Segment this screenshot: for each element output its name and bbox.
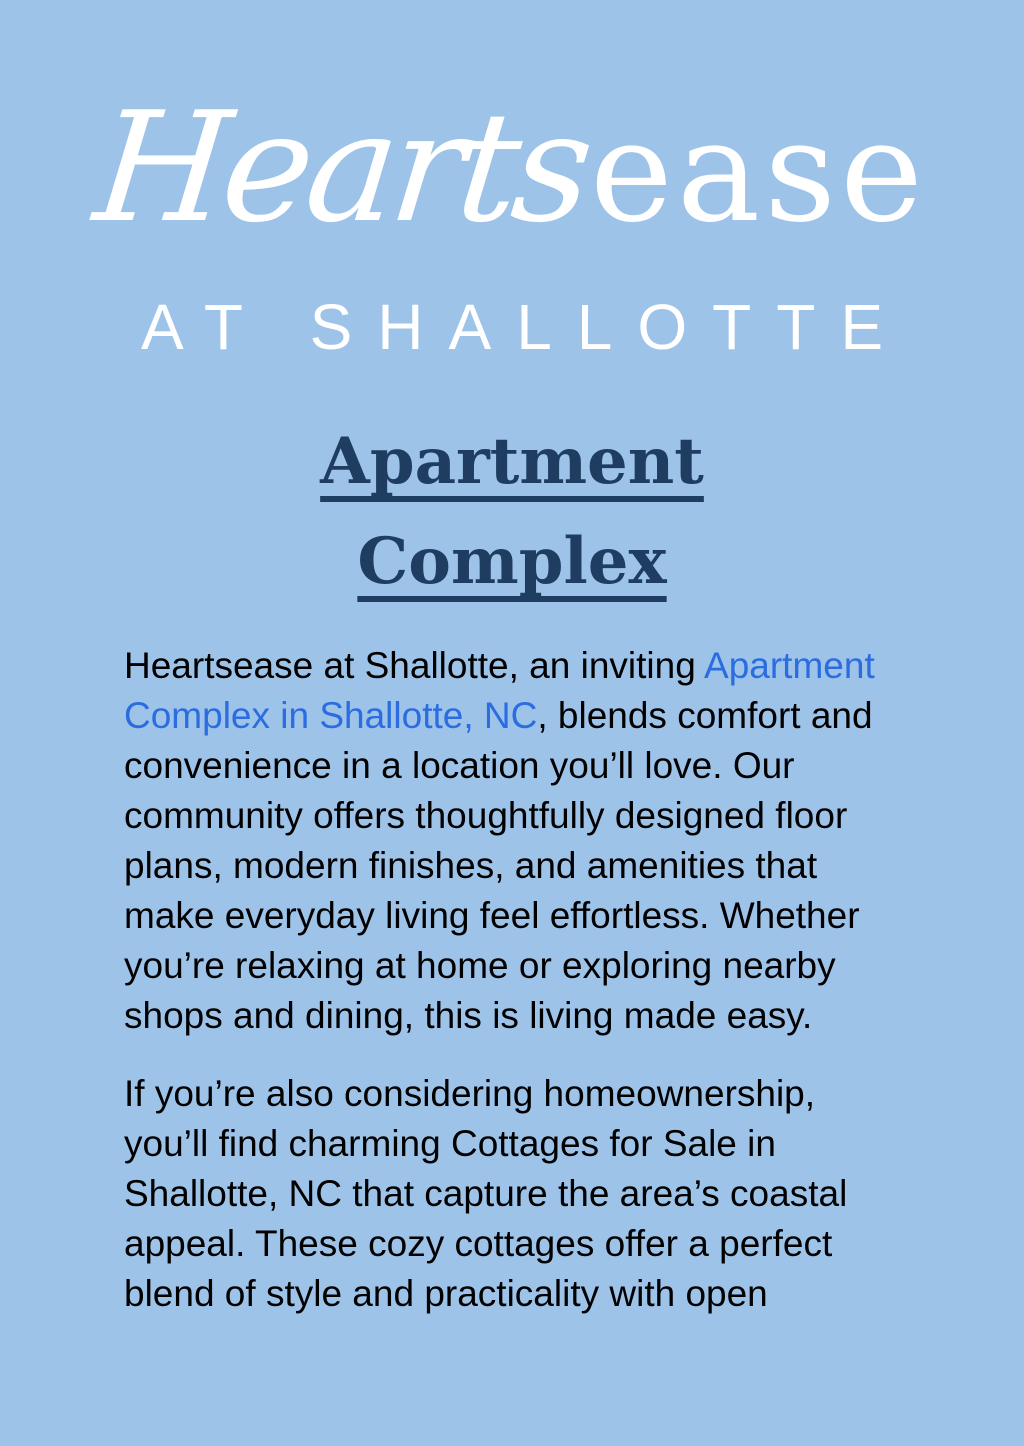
apartment-complex-link[interactable]: Apartment Complex in Shallotte, NC — [124, 645, 875, 737]
paragraph-cottages: If you’re also considering homeownership, you’ll find charming Cottages for Sale in Shallotte, NC that capture the area’s coastal appeal. These cozy cottages offer a perfect blend of style and practicality with open — [124, 1073, 848, 1315]
page-title-line2: Complex — [357, 524, 667, 600]
paragraph-intro-text-after: , blends comfort and convenience in a location you’ll love. Our community offers thoughtfully designed floor plans, modern finishes, and amenities that make everyday living feel effortless. Whether you’re relaxing at home or exploring nearby shops and dining, this is living made easy. — [124, 695, 873, 1037]
page-title-link[interactable] — [0, 412, 1024, 612]
logo-subtitle: AT SHALLOTTE — [140, 291, 909, 363]
paragraph-intro — [124, 641, 906, 1041]
heartsease-logo — [0, 79, 1024, 363]
logo-script-text: Hearts — [87, 79, 596, 256]
paragraph-intro-text-before: Heartsease at Shallotte, an inviting — [124, 645, 705, 687]
page-title-line1: Apartment — [320, 424, 704, 500]
logo-wordmark — [0, 79, 1024, 288]
logo-serif-text: ease — [589, 91, 927, 254]
body-content — [124, 641, 906, 1319]
